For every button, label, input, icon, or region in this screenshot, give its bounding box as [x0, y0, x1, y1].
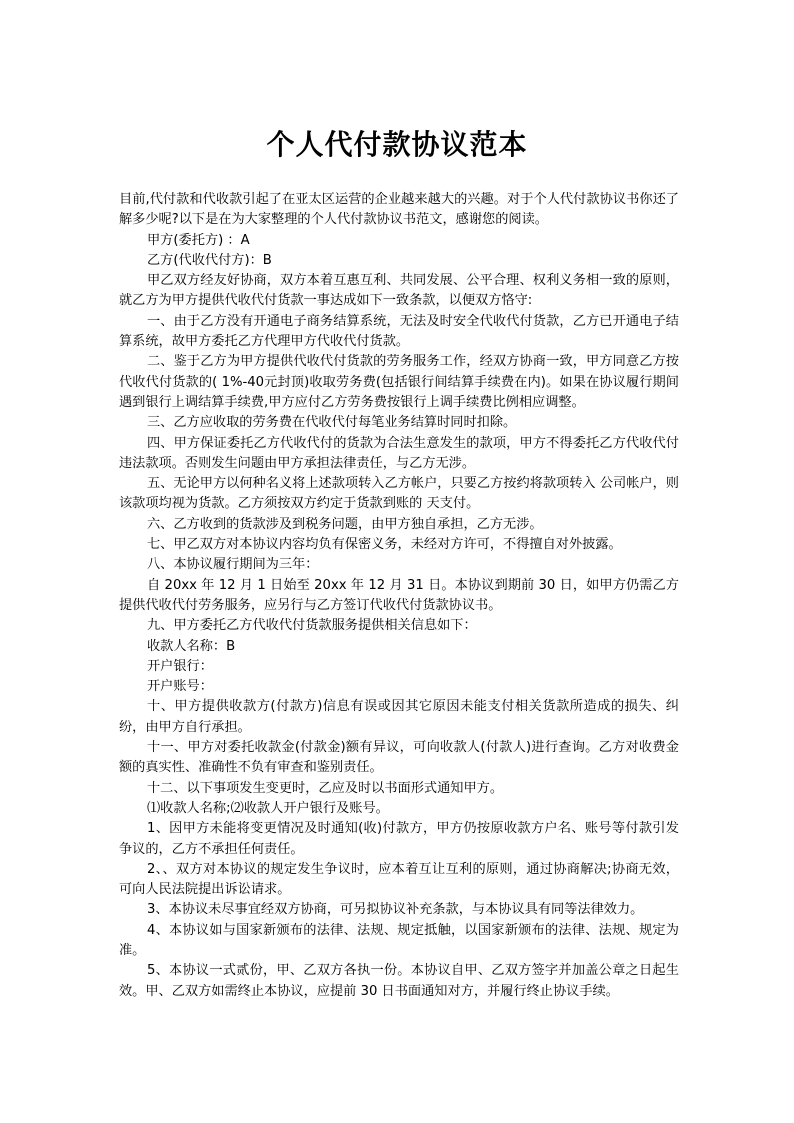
paragraph: 1、因甲方未能将变更情况及时通知(收)付款方，甲方仍按原收款方户名、账号等付款引发争议的，乙方不承担任何责任。 [119, 821, 679, 857]
paragraph: 自 20xx 年 12 月 1 日始至 20xx 年 12 月 31 日。本协议到期前 30 日，如甲方仍需乙方提供代收代付劳务服务，应另行与乙方签订代收代付货款协议书。 [119, 577, 679, 613]
paragraph: 六、乙方收到的货款涉及到税务问题，由甲方独自承担，乙方无涉。 [147, 516, 543, 532]
paragraph: 乙方(代收代付方)：B [147, 252, 272, 268]
document-body [119, 190, 679, 1002]
paragraph: 目前,代付款和代收款引起了在亚太区运营的企业越来越大的兴趣。对于个人代付款协议书你还了解多少呢?以下是在为大家整理的个人代付款协议书范文，感谢您的阅读。 [119, 192, 679, 228]
paragraph: 甲方(委托方) ：A [147, 232, 250, 248]
paragraph: 4、本协议如与国家新颁布的法律、法规、规定抵触，以国家新颁布的法律、法规、规定为准。 [119, 922, 679, 958]
paragraph: 收款人名称：B [147, 638, 236, 654]
paragraph: 八、本协议履行期间为三年： [147, 557, 319, 573]
paragraph: 三、乙方应收取的劳务费在代收代付每笔业务结算时同时扣除。 [147, 415, 517, 431]
paragraph: 一、由于乙方没有开通电子商务结算系统，无法及时安全代收代付货款，乙方已开通电子结算系统，故甲方委托乙方代理甲方代收代付货款。 [119, 313, 679, 350]
paragraph: 十二、以下事项发生变更时，乙应及时以书面形式通知甲方。 [147, 780, 504, 796]
paragraph: 七、甲乙双方对本协议内容均负有保密义务，未经对方许可，不得擅自对外披露。 [147, 537, 622, 553]
paragraph: 二、鉴于乙方为甲方提供代收代付货款的劳务服务工作，经双方协商一致，甲方同意乙方按代收代付货款的( 1%-40元封顶)收取劳务费(包括银行间结算手续费在内)。如果在协议履行期间遇到银行上调结算手续费,甲方应付乙方劳务费按银行上调手续费比例相应调整。 [119, 354, 679, 410]
paragraph: 3、本协议未尽事宜经双方协商，可另拟协议补充条款，与本协议具有同等法律效力。 [147, 902, 644, 918]
paragraph: 开户账号： [147, 679, 213, 695]
paragraph: ⑴收款人名称;⑵收款人开户银行及账号。 [147, 800, 389, 816]
paragraph: 甲乙双方经友好协商，双方本着互惠互利、共同发展、公平合理、权利义务相一致的原则，就乙方为甲方提供代收代付货款一事达成如下一致条款，以便双方恪守: [119, 273, 679, 309]
paragraph: 2、、双方对本协议的规定发生争议时，应本着互让互利的原则，通过协商解决;协商无效，可向人民法院提出诉讼请求。 [119, 861, 679, 898]
paragraph: 十、甲方提供收款方(付款方)信息有误或因其它原因未能支付相关货款所造成的损失、纠纷，由甲方自行承担。 [119, 699, 679, 735]
paragraph: 十一、甲方对委托收款金(付款金)额有异议，可向收款人(付款人)进行查询。乙方对收费金额的真实性、准确性不负有审查和鉴别责任。 [119, 740, 679, 776]
paragraph: 开户银行： [147, 658, 213, 674]
paragraph: 5、本协议一式贰份，甲、乙双方各执一份。本协议自甲、乙双方签字并加盖公章之日起生效。甲、乙双方如需终止本协议，应提前 30 日书面通知对方，并履行终止协议手续。 [119, 963, 679, 999]
paragraph: 四、甲方保证委托乙方代收代付的货款为合法生意发生的款项，甲方不得委托乙方代收代付违法款项。否则发生问题由甲方承担法律责任，与乙方无涉。 [119, 435, 679, 471]
document-title: 个人代付款协议范本 [266, 128, 528, 161]
paragraph: 九、甲方委托乙方代收代付货款服务提供相关信息如下： [147, 618, 477, 634]
paragraph: 五、无论甲方以何种名义将上述款项转入乙方帐户，只要乙方按约将款项转入 公司帐户，则该款项均视为货款。乙方须按双方约定于货款到账的 天支付。 [119, 476, 679, 512]
